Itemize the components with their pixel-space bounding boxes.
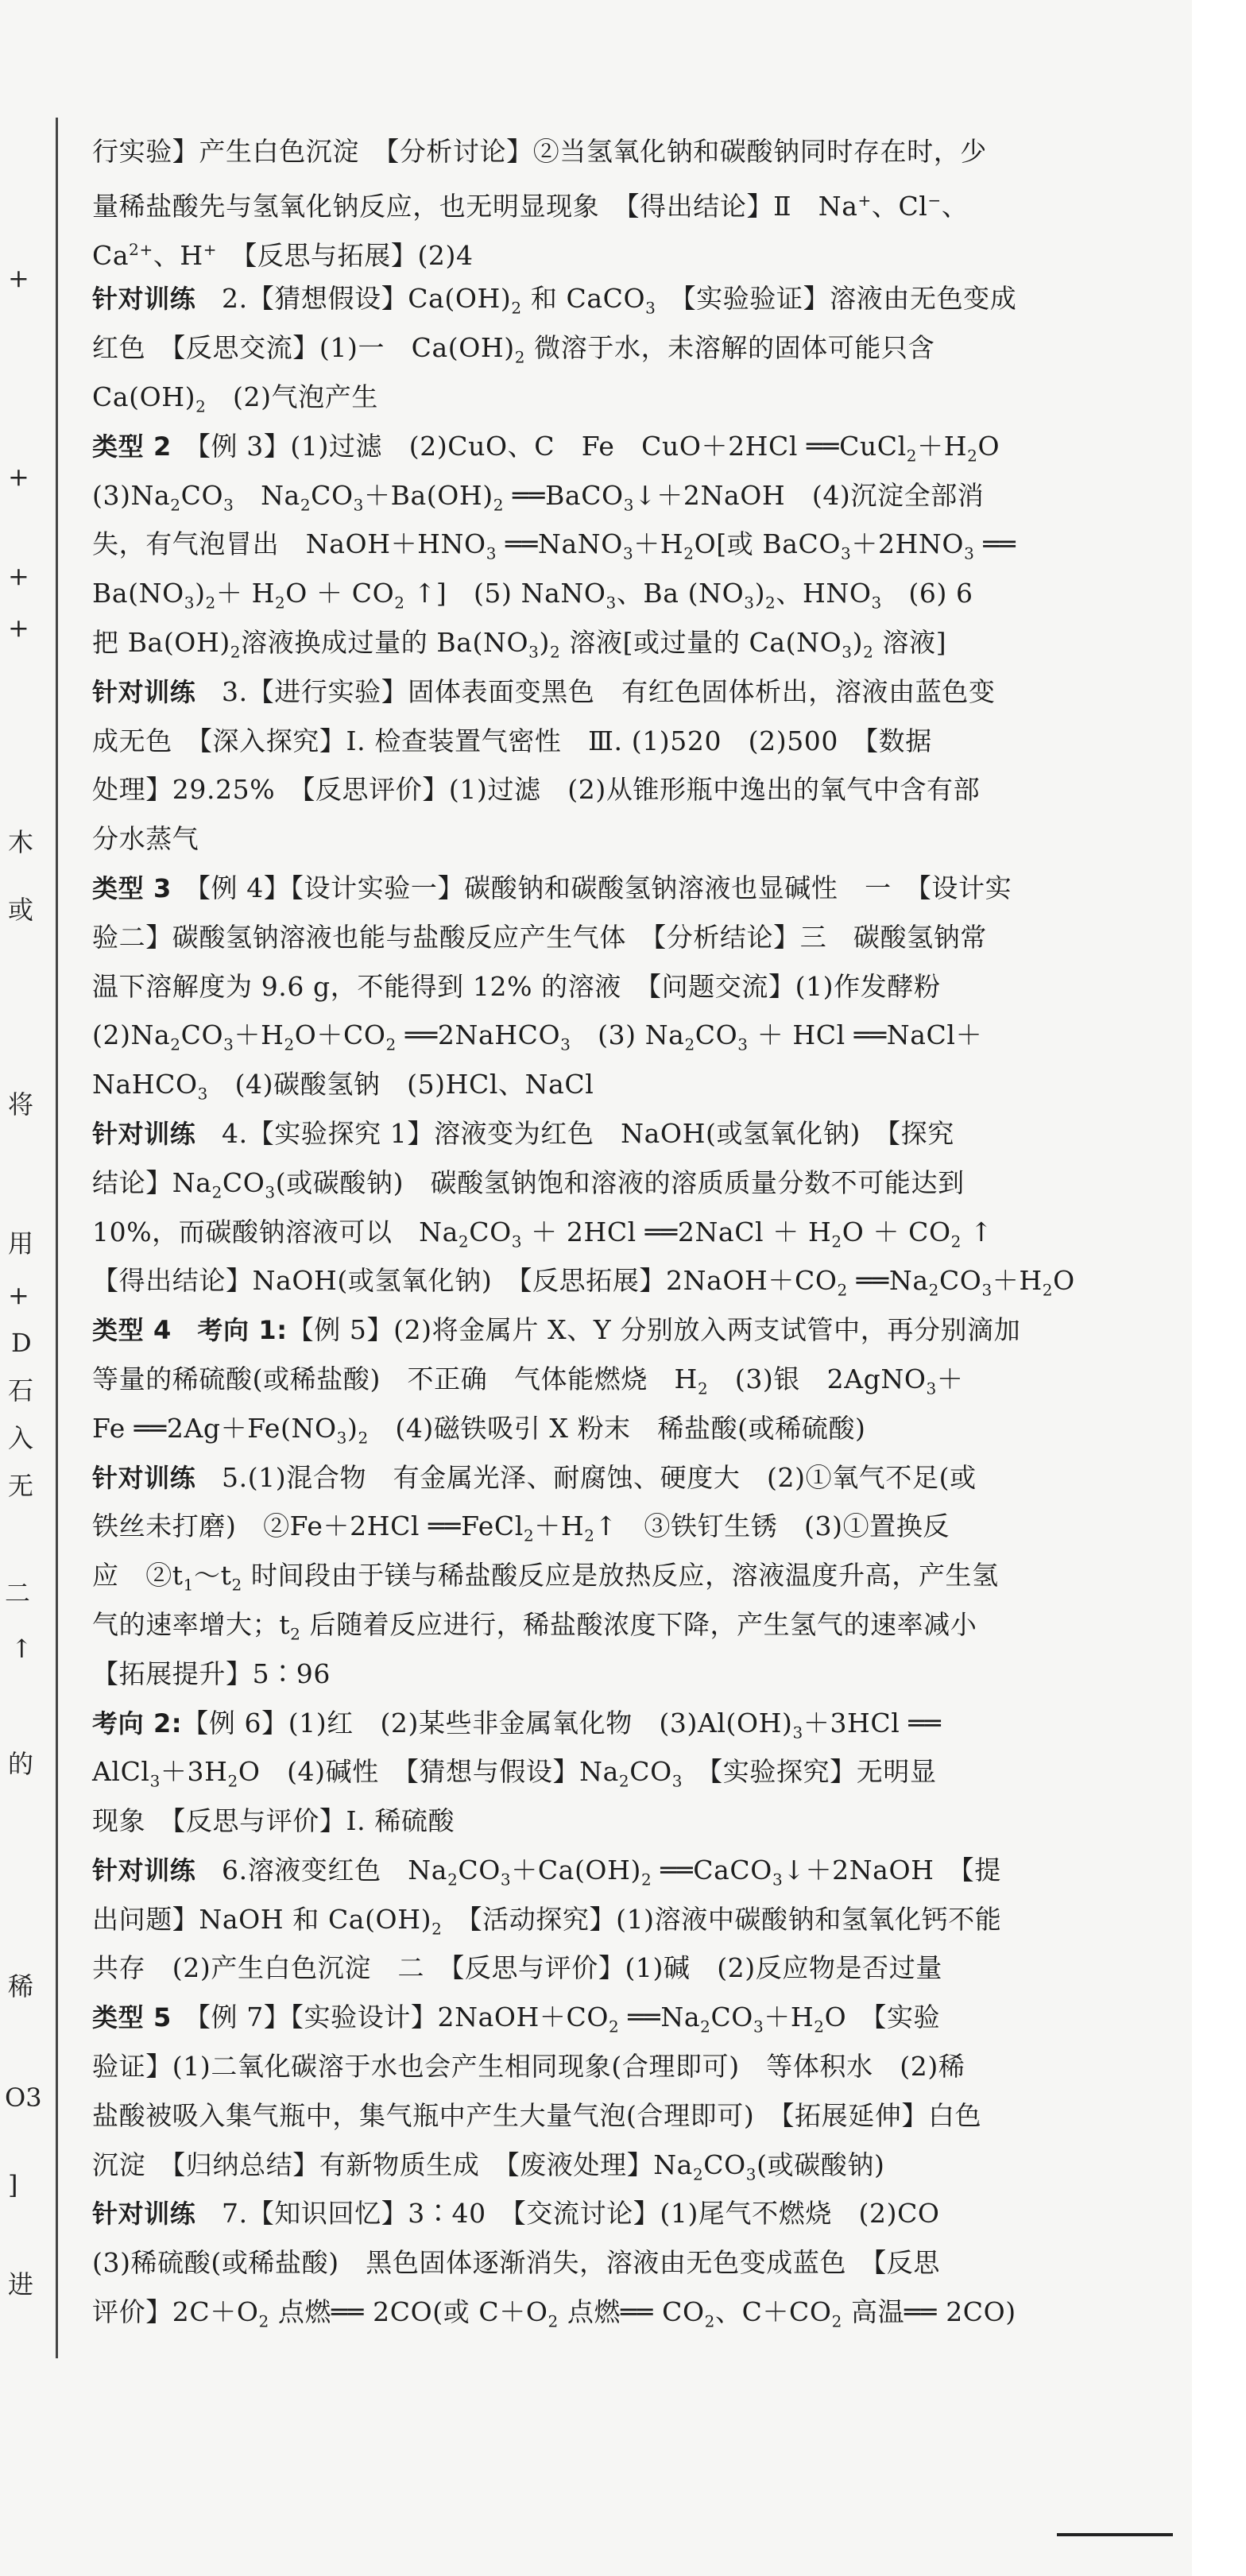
text-segment: Na (234, 479, 300, 511)
section-label: 类型 4 考向 1: (92, 1315, 288, 1346)
text-segment: 、Ba (NO (616, 578, 745, 609)
text-segment: 【例 4】【设计实验一】碳酸钠和碳酸氢钠溶液也显碱性 一 【设计实 (197, 872, 1012, 903)
text-segment: 2.【猜想假设】Ca(OH) (222, 283, 512, 315)
text-segment: 2 (1042, 1280, 1054, 1300)
text-line (92, 176, 1130, 226)
text-segment: ＋3H (160, 1756, 228, 1788)
margin-fragment: 木 (8, 827, 34, 857)
text-line (92, 1453, 1130, 1503)
text-segment: CO (180, 479, 224, 511)
text-segment: 盐酸被吸入集气瓶中，集气瓶中产生大量气泡(合理即可) 【拓展延伸】白色 (92, 2099, 982, 2131)
text-segment: 3 (671, 1771, 683, 1791)
text-line (92, 2091, 1130, 2141)
text-segment: ＋H (234, 1019, 284, 1051)
text-segment: CO (695, 1019, 738, 1051)
text-line (92, 323, 1130, 373)
text-segment: ＋ 2HCl ══2NaCl ＋ H (522, 1216, 832, 1247)
margin-fragment: 无 (8, 1471, 34, 1501)
bottom-rule (1057, 2533, 1173, 2536)
text-line (92, 1944, 1130, 1993)
text-segment: 、 (941, 190, 969, 222)
text-segment: 2 (205, 593, 216, 613)
text-segment: ＋H (764, 2002, 815, 2033)
text-segment: 3 (737, 1035, 749, 1054)
text-segment: ══BaCO (504, 479, 624, 511)
text-line (92, 274, 1130, 323)
text-segment: 验证】(1)二氧化碳溶于水也会产生相同现象(合理即可) 等体积水 (2)稀 (92, 2051, 965, 2083)
text-line (92, 1208, 1130, 1257)
text-line (92, 1305, 1130, 1355)
text-segment: Ca (92, 239, 130, 271)
text-line (92, 1060, 1130, 1109)
text-segment: (6) 6 (881, 578, 973, 609)
text-segment: 3 (622, 543, 634, 563)
text-line (92, 520, 1130, 569)
text-segment: 3 (336, 1428, 347, 1448)
text-segment: 后随着反应进行，稀盐酸浓度下降，产生氢气的速率减小 (300, 1608, 977, 1640)
margin-fragment: + (8, 561, 29, 591)
text-line (92, 569, 1130, 618)
text-segment: 失，有气泡冒出 NaOH＋HNO (92, 528, 486, 560)
text-line (92, 1797, 1130, 1846)
text-segment: 点燃══ CO (558, 2296, 705, 2328)
text-segment: AlCl (92, 1756, 150, 1788)
text-segment: 2 (928, 1280, 939, 1300)
margin-fragment: 将 (8, 1089, 34, 1120)
text-segment: CO (180, 1019, 224, 1051)
margin-fragment: + (8, 1280, 29, 1310)
text-line (92, 1650, 1130, 1699)
text-segment: 、H (153, 239, 203, 271)
text-segment: ＋ (936, 1363, 964, 1394)
margin-fragment: + (8, 462, 29, 492)
text-segment: 2 (640, 1870, 652, 1889)
text-segment: ══2NaHCO (396, 1019, 561, 1051)
margin-fragment: 进 (8, 2269, 34, 2299)
text-segment: ) (539, 626, 550, 658)
text-segment: 和 CaCO (521, 283, 646, 315)
section-label: 类型 3 (92, 872, 198, 903)
text-segment: 分水蒸气 (92, 823, 199, 855)
text-segment: + (857, 190, 872, 210)
text-segment: 3 (623, 495, 635, 515)
text-line (92, 717, 1130, 766)
text-segment: 2 (258, 2311, 269, 2331)
text-segment: O 【实验 (824, 2002, 941, 2033)
text-segment: 沉淀 【归纳总结】有新物质生成 【废液处理】Na (92, 2149, 693, 2180)
text-segment: 2 (493, 495, 505, 515)
margin-fragment: 的 (8, 1749, 34, 1779)
section-label: 针对训练 (92, 2199, 222, 2230)
text-segment: 7.【知识回忆】3∶40 【交流讨论】(1)尾气不燃烧 (2)CO (222, 2198, 940, 2230)
text-segment: 验二】碳酸氢钠溶液也能与盐酸反应产生气体 【分析结论】三 碳酸氢钠常 (92, 921, 987, 953)
text-segment: 2 (906, 446, 918, 466)
text-segment: ＋ HCl ══NaCl＋ (748, 1019, 983, 1051)
text-segment: 3 (606, 593, 617, 613)
text-segment: 红色 【反思交流】(1)一 Ca(OH) (92, 332, 515, 364)
text-segment: 2 (618, 1771, 630, 1791)
text-segment: 2 (704, 2311, 715, 2331)
section-label: 类型 5 (92, 2002, 198, 2033)
text-segment: 共存 (2)产生白色沉淀 二 【反思与评价】(1)碱 (2)反应物是否过量 (92, 1952, 942, 1984)
text-line (92, 765, 1130, 814)
text-segment: 2 (385, 1035, 397, 1054)
text-line (92, 1404, 1130, 1453)
text-segment: ＋Ca(OH) (511, 1854, 641, 1886)
text-segment: 2 (837, 1280, 848, 1300)
text-segment: 3 (964, 543, 975, 563)
text-line (92, 1011, 1130, 1060)
text-segment: CO (469, 1216, 512, 1247)
text-segment: 2 (765, 593, 776, 613)
text-segment: CO (710, 2002, 753, 2033)
text-segment: 2 (447, 1870, 459, 1889)
text-segment: CO (458, 1854, 501, 1886)
text-segment: 【例 7】【实验设计】2NaOH＋CO (197, 2002, 609, 2033)
text-segment: ↑ ③铁钉生锈 (3)①置换反 (594, 1510, 950, 1542)
margin-fragment: ↑ (11, 1634, 33, 1664)
text-segment: 【活动探究】(1)溶液中碳酸钠和氢氧化钙不能 (442, 1903, 1002, 1935)
text-segment: 3 (500, 1870, 512, 1889)
text-segment: 时间段由于镁与稀盐酸反应是放热反应，溶液温度升高，产生氢 (242, 1560, 999, 1592)
text-segment: 3 (511, 1232, 523, 1251)
text-segment: CO (703, 2149, 746, 2180)
text-segment: 3 (645, 298, 656, 318)
text-segment: 6.溶液变红色 Na (222, 1854, 448, 1886)
text-segment: CO (938, 1265, 982, 1297)
text-segment: 2 (692, 2164, 704, 2184)
text-segment: 4.【实验探究 1】溶液变为红色 NaOH(或氢氧化钠) 【探究 (222, 1117, 954, 1149)
text-segment: 微溶于水，未溶解的固体可能只含 (525, 332, 935, 364)
text-line (92, 1109, 1130, 1158)
text-segment: (3) Na (571, 1019, 685, 1051)
text-line (92, 1600, 1130, 1650)
text-segment: 2 (195, 396, 207, 416)
text-segment: 3 (871, 593, 882, 613)
text-segment: NaHCO (92, 1069, 198, 1100)
text-segment: ) (852, 626, 864, 658)
text-segment: O ＋ CO (285, 578, 395, 609)
text-segment: 、HNO (776, 578, 872, 609)
section-label: 针对训练 (92, 284, 222, 315)
margin-fragment: 二 (5, 1578, 31, 1608)
text-segment: 把 Ba(OH) (92, 626, 230, 658)
text-segment: 3 (981, 1280, 993, 1300)
text-line (92, 864, 1130, 913)
text-segment: ══NaNO (497, 528, 623, 560)
text-line (92, 1502, 1130, 1551)
text-segment: 量稀盐酸先与氢氧化钠反应，也无明显现象 【得出结论】Ⅱ Na (92, 190, 858, 222)
text-line (92, 1699, 1130, 1748)
answer-text-body (92, 127, 1130, 2337)
text-line (92, 1355, 1130, 1404)
text-line (92, 422, 1130, 471)
text-segment: 处理】29.25% 【反思评价】(1)过滤 (2)从锥形瓶中逸出的氧气中含有部 (92, 774, 981, 806)
text-line (92, 2189, 1130, 2238)
text-segment: + (203, 239, 218, 259)
text-segment: Ca(OH) (92, 381, 196, 412)
text-segment: 结论】Na (92, 1166, 212, 1198)
text-line (92, 962, 1130, 1011)
text-segment: 【例 6】(1)红 (2)某些非金属氧化物 (3)Al(OH) (182, 1707, 793, 1739)
text-segment: 温下溶解度为 9.6 g，不能得到 12% 的溶液 【问题交流】(1)作发酵粉 (92, 970, 941, 1002)
left-margin-rule (56, 118, 58, 2358)
text-segment: 3 (753, 2017, 764, 2036)
text-segment: (3)银 2AgNO (708, 1363, 927, 1394)
margin-fragment: + (8, 613, 29, 643)
section-label: 针对训练 (92, 676, 222, 707)
margin-fragment: ] (8, 2170, 18, 2200)
text-segment: 、Cl (871, 190, 928, 222)
text-line (92, 226, 1130, 275)
text-segment: ) (346, 1412, 358, 1444)
section-label: 针对训练 (92, 1855, 222, 1886)
text-segment: 3 (744, 593, 755, 613)
text-segment: 2 (274, 593, 286, 613)
text-segment: 2 (300, 495, 312, 515)
text-segment: 2 (831, 2311, 842, 2331)
text-segment: 【反思与拓展】(2)4 (217, 239, 474, 271)
text-segment: 成无色 【深入探究】Ⅰ. 检查装置气密性 Ⅲ. (1)520 (2)500 【数据 (92, 725, 932, 756)
text-segment: O＋CO (294, 1019, 386, 1051)
text-segment: 2 (523, 1526, 535, 1545)
text-segment: 气的速率增大；t (92, 1608, 291, 1640)
text-line (92, 1256, 1130, 1305)
text-segment: 3 (841, 543, 852, 563)
text-segment: 溶液[或过量的 Ca(NO (560, 626, 842, 658)
text-segment: O ＋ CO (842, 1216, 951, 1247)
text-segment: 出问题】NaOH 和 Ca(OH) (92, 1903, 432, 1935)
margin-fragment: D (11, 1328, 32, 1358)
text-line (92, 1158, 1130, 1208)
text-segment: CO (222, 1166, 265, 1198)
margin-fragment: 用 (8, 1228, 34, 1259)
text-segment: 【实验验证】溶液由无色变成 (656, 283, 1017, 315)
text-line (92, 2042, 1130, 2091)
text-segment: 2 (584, 1526, 595, 1545)
text-segment: (2)气泡产生 (206, 381, 378, 412)
text-segment: 2 (290, 1624, 301, 1644)
text-segment: ＋2HNO (851, 528, 965, 560)
text-segment: ＋H (917, 430, 968, 462)
text-segment: ↓＋2NaOH (4)沉淀全部消 (634, 479, 985, 511)
section-label: 针对训练 (92, 1462, 222, 1493)
section-label: 考向 2: (92, 1708, 183, 1739)
text-segment: ↓＋2NaOH 【提 (783, 1854, 1001, 1886)
text-segment: 2 (431, 1919, 443, 1939)
text-segment: ══ (974, 528, 1016, 560)
text-segment: ) (195, 578, 206, 609)
text-segment: 10%，而碳酸钠溶液可以 Na (92, 1216, 459, 1247)
text-line (92, 667, 1130, 717)
text-line (92, 373, 1130, 422)
text-line (92, 471, 1130, 520)
text-segment: 3.【进行实验】固体表面变黑色 有红色固体析出，溶液由蓝色变 (222, 675, 996, 707)
text-segment: 2 (284, 1035, 295, 1054)
text-segment: 2 (231, 1575, 242, 1595)
text-segment: O[或 BaCO (694, 528, 842, 560)
text-line (92, 913, 1130, 962)
text-line (92, 1551, 1130, 1600)
text-segment: 2 (609, 2017, 620, 2036)
text-segment: 2 (227, 1771, 238, 1791)
text-segment: 【实验探究】无明显 (683, 1756, 937, 1788)
text-segment: 行实验】产生白色沉淀 【分析讨论】②当氢氧化钠和碳酸钠同时存在时，少 (92, 136, 987, 167)
text-segment: 3 (772, 1870, 784, 1889)
text-segment: 2 (548, 2311, 559, 2331)
text-segment: (4)磁铁吸引 X 粉末 稀盐酸(或稀硫酸) (368, 1412, 866, 1444)
text-segment: 3 (149, 1771, 161, 1791)
text-segment: 2 (831, 1232, 842, 1251)
text-segment: 2 (458, 1232, 470, 1251)
text-segment: ＋H (633, 528, 684, 560)
text-segment: ↑ (961, 1216, 993, 1247)
text-segment: CO (629, 1756, 672, 1788)
text-segment: 2 (700, 2017, 711, 2036)
margin-fragment: O3 (5, 2083, 42, 2113)
text-segment: O (977, 430, 1000, 462)
text-segment: 3 (353, 495, 364, 515)
text-segment: (3)稀硫酸(或稀盐酸) 黑色固体逐渐消失，溶液由无色变成蓝色 【反思 (92, 2247, 940, 2279)
margin-fragment: + (8, 263, 29, 293)
text-segment: 3 (842, 642, 853, 662)
text-segment: Fe ══2Ag＋Fe(NO (92, 1412, 337, 1444)
text-line (92, 1747, 1130, 1797)
text-line (92, 1895, 1130, 1944)
section-label: 针对训练 (92, 1118, 222, 1149)
text-segment: 2 (684, 1035, 695, 1054)
text-line (92, 2288, 1130, 2337)
text-segment: ＋ H (215, 578, 275, 609)
text-segment: 2 (511, 298, 522, 318)
text-segment: 2 (683, 543, 695, 563)
text-segment: ══CaCO (652, 1854, 772, 1886)
text-segment: CO (311, 479, 354, 511)
text-segment: 【例 3】(1)过滤 (2)CuO、C Fe CuO＋2HCl ══CuCl (197, 430, 907, 462)
text-line (92, 814, 1130, 864)
text-segment: 2 (211, 1182, 222, 1202)
text-segment: 3 (223, 1035, 234, 1054)
text-segment: 点燃══ 2CO(或 C＋O (269, 2296, 548, 2328)
text-segment: O (4)碱性 【猜想与假设】Na (238, 1756, 619, 1788)
text-segment: 【拓展提升】5∶96 (92, 1657, 331, 1689)
text-line (92, 127, 1130, 176)
text-line (92, 1993, 1130, 2042)
text-segment: 溶液换成过量的 Ba(NO (241, 626, 529, 658)
text-segment: 3 (197, 1084, 208, 1104)
text-segment: 3 (486, 543, 497, 563)
margin-fragment: 石 (8, 1375, 34, 1406)
text-segment: 2 (358, 1428, 369, 1448)
text-segment: (2)Na (92, 1019, 171, 1051)
text-segment: 2 (950, 1232, 962, 1251)
text-line (92, 2238, 1130, 2288)
text-segment: ══Na (619, 2002, 701, 2033)
text-segment: 2 (230, 642, 242, 662)
text-segment: 高温══ 2CO) (842, 2296, 1016, 2328)
text-segment: 3 (926, 1379, 937, 1398)
text-segment: ＋3HCl ══ (803, 1707, 942, 1739)
text-segment: 【得出结论】NaOH(或氢氧化钠) 【反思拓展】2NaOH＋CO (92, 1265, 838, 1297)
margin-fragment: 稀 (8, 1971, 34, 2002)
text-segment: 2 (170, 1035, 181, 1054)
text-segment: 2 (394, 593, 405, 613)
text-segment: ══Na (847, 1265, 929, 1297)
text-segment: 2 (697, 1379, 709, 1398)
text-segment: 3 (265, 1182, 276, 1202)
text-segment: (4)碳酸氢钠 (5)HCl、NaCl (207, 1069, 594, 1100)
text-segment: (或碳酸钠) 碳酸氢钠饱和溶液的溶质质量分数不可能达到 (275, 1166, 965, 1198)
text-segment: 现象 【反思与评价】Ⅰ. 稀硫酸 (92, 1805, 455, 1837)
text-segment: 3 (184, 593, 195, 613)
text-segment: 2 (514, 347, 526, 367)
text-segment: 、C＋CO (715, 2296, 832, 2328)
text-segment: O (1053, 1265, 1075, 1297)
text-segment: 溶液] (873, 626, 947, 658)
text-segment: 3 (223, 495, 234, 515)
text-segment: ↑] (5) NaNO (404, 578, 606, 609)
text-segment: 2 (549, 642, 561, 662)
text-segment: 铁丝未打磨) ②Fe＋2HCl ══FeCl (92, 1510, 524, 1542)
text-segment: 2 (170, 495, 181, 515)
text-segment: 3 (745, 2164, 757, 2184)
text-segment: − (927, 190, 942, 210)
text-segment: ＋H (534, 1510, 585, 1542)
text-segment: 应 ②t (92, 1560, 184, 1592)
text-segment: (或碳酸钠) (756, 2149, 885, 2180)
text-segment: ) (754, 578, 766, 609)
text-segment: ＋H (992, 1265, 1043, 1297)
text-segment: 2+ (129, 239, 153, 259)
text-segment: 评价】2C＋O (92, 2296, 259, 2328)
text-segment: 1 (183, 1575, 194, 1595)
text-line (92, 1846, 1130, 1895)
text-segment: (3)Na (92, 479, 171, 511)
text-segment: ～t (194, 1560, 232, 1592)
margin-fragment: 入 (8, 1423, 34, 1453)
text-segment: Ba(NO (92, 578, 184, 609)
text-segment: 等量的稀硫酸(或稀盐酸) 不正确 气体能燃烧 H (92, 1363, 698, 1394)
text-segment: 3 (792, 1723, 803, 1742)
text-line (92, 2141, 1130, 2190)
text-segment: 3 (560, 1035, 571, 1054)
text-segment: ＋Ba(OH) (364, 479, 493, 511)
text-segment: 【例 5】(2)将金属片 X、Y 分别放入两支试管中，再分别滴加 (287, 1314, 1021, 1346)
text-segment: 3 (528, 642, 540, 662)
text-segment: 2 (814, 2017, 825, 2036)
margin-fragment: 或 (8, 895, 34, 925)
section-label: 类型 2 (92, 431, 198, 462)
text-segment: 5.(1)混合物 有金属光泽、耐腐蚀、硬度大 (2)①氧气不足(或 (222, 1461, 977, 1493)
text-line (92, 618, 1130, 667)
text-segment: 2 (863, 642, 874, 662)
text-segment: 2 (967, 446, 978, 466)
